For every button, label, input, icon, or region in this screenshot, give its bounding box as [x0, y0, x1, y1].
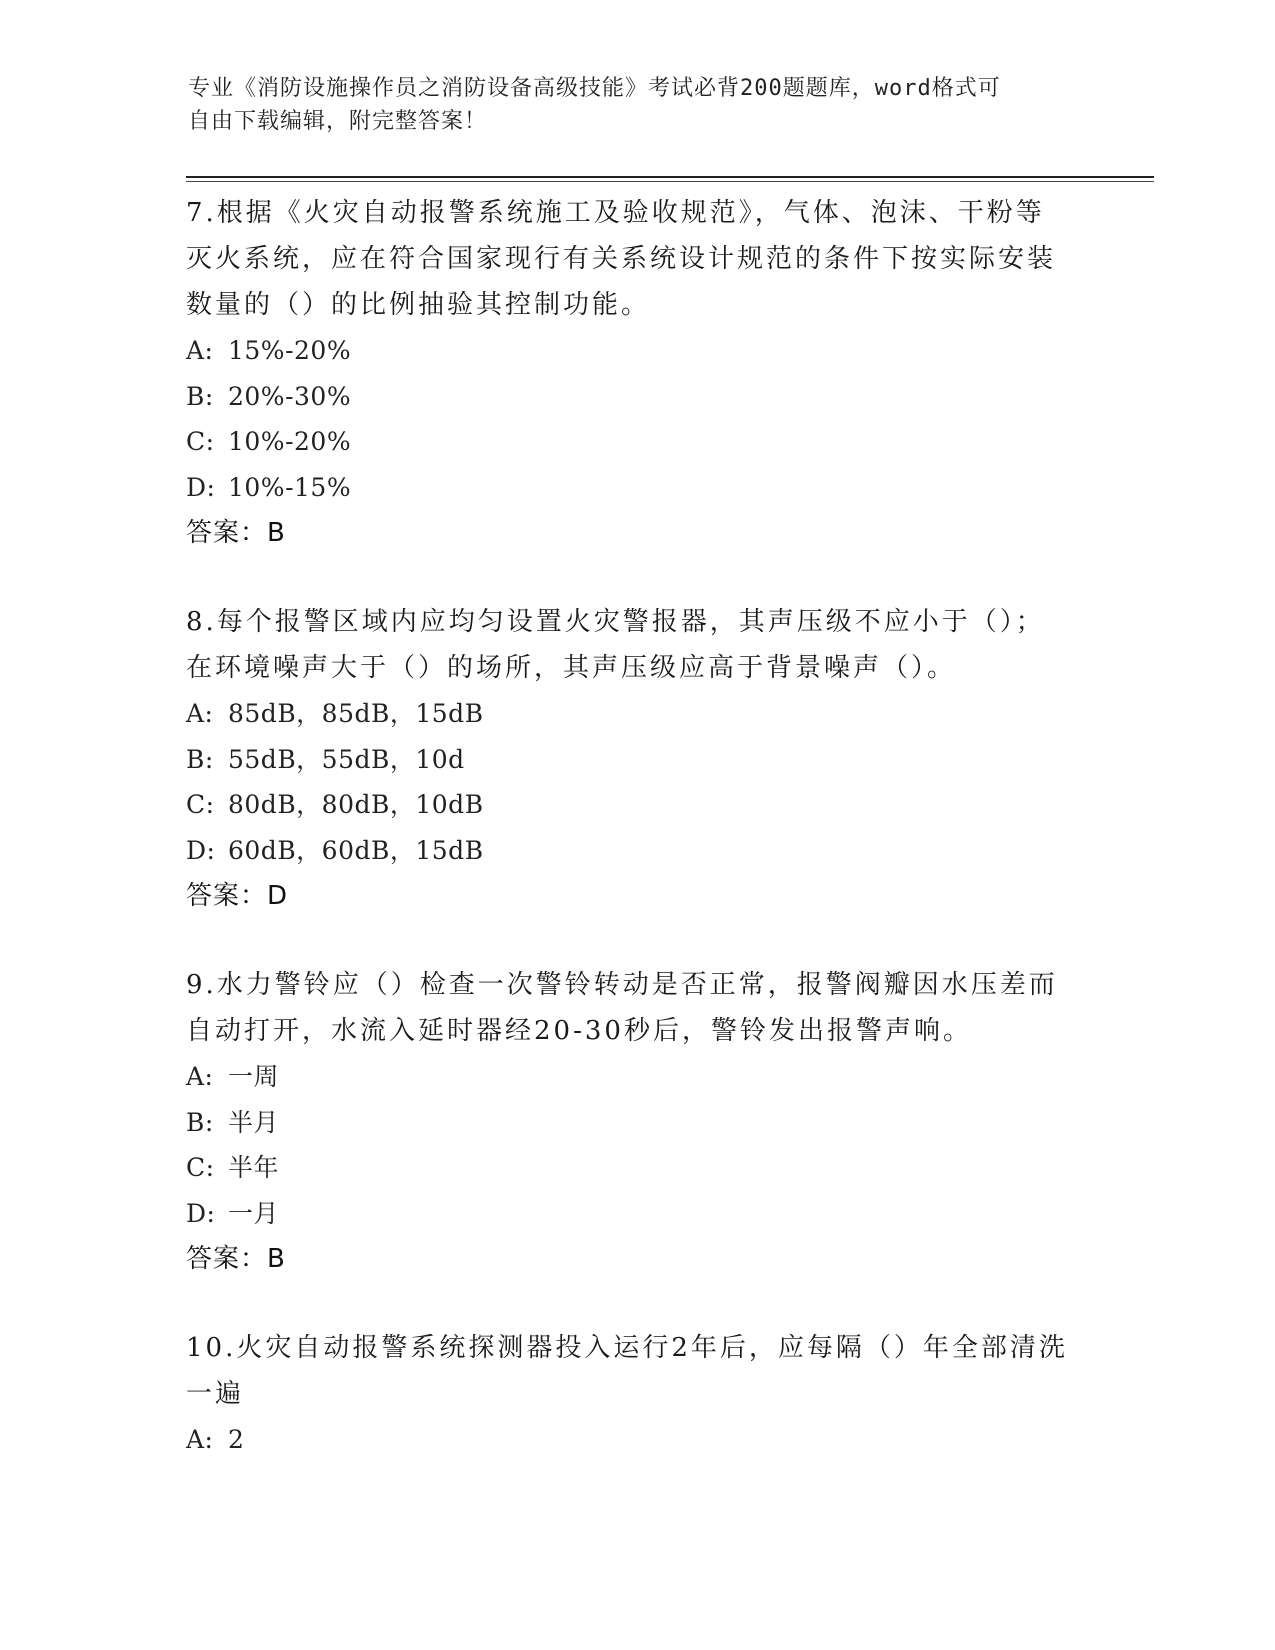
- option-text: 10%-15%: [228, 472, 352, 502]
- option-key: A:: [186, 1425, 214, 1454]
- question-text: 在环境噪声大于（）的场所，其声压级应高于背景噪声（）。: [186, 653, 957, 683]
- option-text: 80dB，80dB，10dB: [228, 790, 484, 819]
- question-text: 数量的（）的比例抽验其控制功能。: [186, 290, 651, 320]
- question-text: 9.水力警铃应（）检查一次警铃转动是否正常，报警阀瓣因水压差而: [186, 970, 1058, 1000]
- option-d: [186, 1191, 1086, 1237]
- option-key: A:: [186, 336, 214, 365]
- question-9: [186, 962, 1086, 1282]
- option-key: B:: [186, 1107, 214, 1137]
- option-key: D:: [186, 1198, 216, 1228]
- question-text: 灭火系统，应在符合国家现行有关系统设计规范的条件下按实际安装: [186, 244, 1057, 274]
- option-text: 半年: [228, 1153, 280, 1182]
- option-text: 一周: [228, 1062, 280, 1091]
- question-text: 8.每个报警区域内应均匀设置火灾警报器，其声压级不应小于（）；: [186, 607, 1045, 637]
- header-line: 自由下载编辑，附完整答案！: [188, 109, 488, 134]
- option-a: [186, 328, 1086, 374]
- answer-label: 答案：B: [186, 518, 286, 548]
- option-c: [186, 1145, 1086, 1191]
- header-divider: [186, 181, 1154, 182]
- question-10: [186, 1325, 1086, 1463]
- option-b: [186, 737, 1086, 783]
- option-b: [186, 1100, 1086, 1146]
- option-d: [186, 828, 1086, 874]
- header-line: 专业《消防设施操作员之消防设备高级技能》考试必背200题题库，word格式可: [188, 76, 1001, 101]
- question-text: 自动打开，水流入延时器经20-30秒后，警铃发出报警声响。: [186, 1016, 972, 1046]
- option-c: [186, 419, 1086, 465]
- option-key: A:: [186, 699, 214, 728]
- option-key: C:: [186, 427, 215, 456]
- option-text: 2: [228, 1425, 245, 1454]
- option-text: 15%-20%: [228, 336, 352, 365]
- question-text: 10.火灾自动报警系统探测器投入运行2年后，应每隔（）年全部清洗: [186, 1333, 1068, 1363]
- answer-label: 答案：B: [186, 1244, 286, 1274]
- option-text: 10%-20%: [228, 427, 352, 456]
- question-7: [186, 190, 1086, 556]
- document-header: [188, 72, 1068, 138]
- question-text: 一遍: [186, 1379, 245, 1409]
- answer-label: 答案：D: [186, 881, 289, 911]
- option-key: C:: [186, 1153, 215, 1182]
- option-d: [186, 465, 1086, 511]
- option-a: [186, 1054, 1086, 1100]
- option-key: D:: [186, 472, 216, 502]
- question-8: [186, 599, 1086, 919]
- option-a: [186, 691, 1086, 737]
- option-key: D:: [186, 835, 216, 865]
- option-text: 一月: [228, 1198, 280, 1228]
- question-list: [186, 190, 1086, 1506]
- option-a: [186, 1417, 1086, 1463]
- option-key: B:: [186, 744, 214, 774]
- option-key: B:: [186, 381, 214, 411]
- option-text: 85dB，85dB，15dB: [228, 699, 484, 728]
- header-divider: [186, 176, 1154, 178]
- option-key: A:: [186, 1062, 214, 1091]
- option-key: C:: [186, 790, 215, 819]
- option-text: 20%-30%: [228, 381, 352, 411]
- option-c: [186, 782, 1086, 828]
- option-text: 半月: [228, 1107, 280, 1137]
- option-b: [186, 374, 1086, 420]
- question-text: 7.根据《火灾自动报警系统施工及验收规范》，气体、泡沫、干粉等: [186, 198, 1045, 228]
- option-text: 55dB，55dB，10d: [228, 744, 465, 774]
- option-text: 60dB，60dB，15dB: [228, 835, 484, 865]
